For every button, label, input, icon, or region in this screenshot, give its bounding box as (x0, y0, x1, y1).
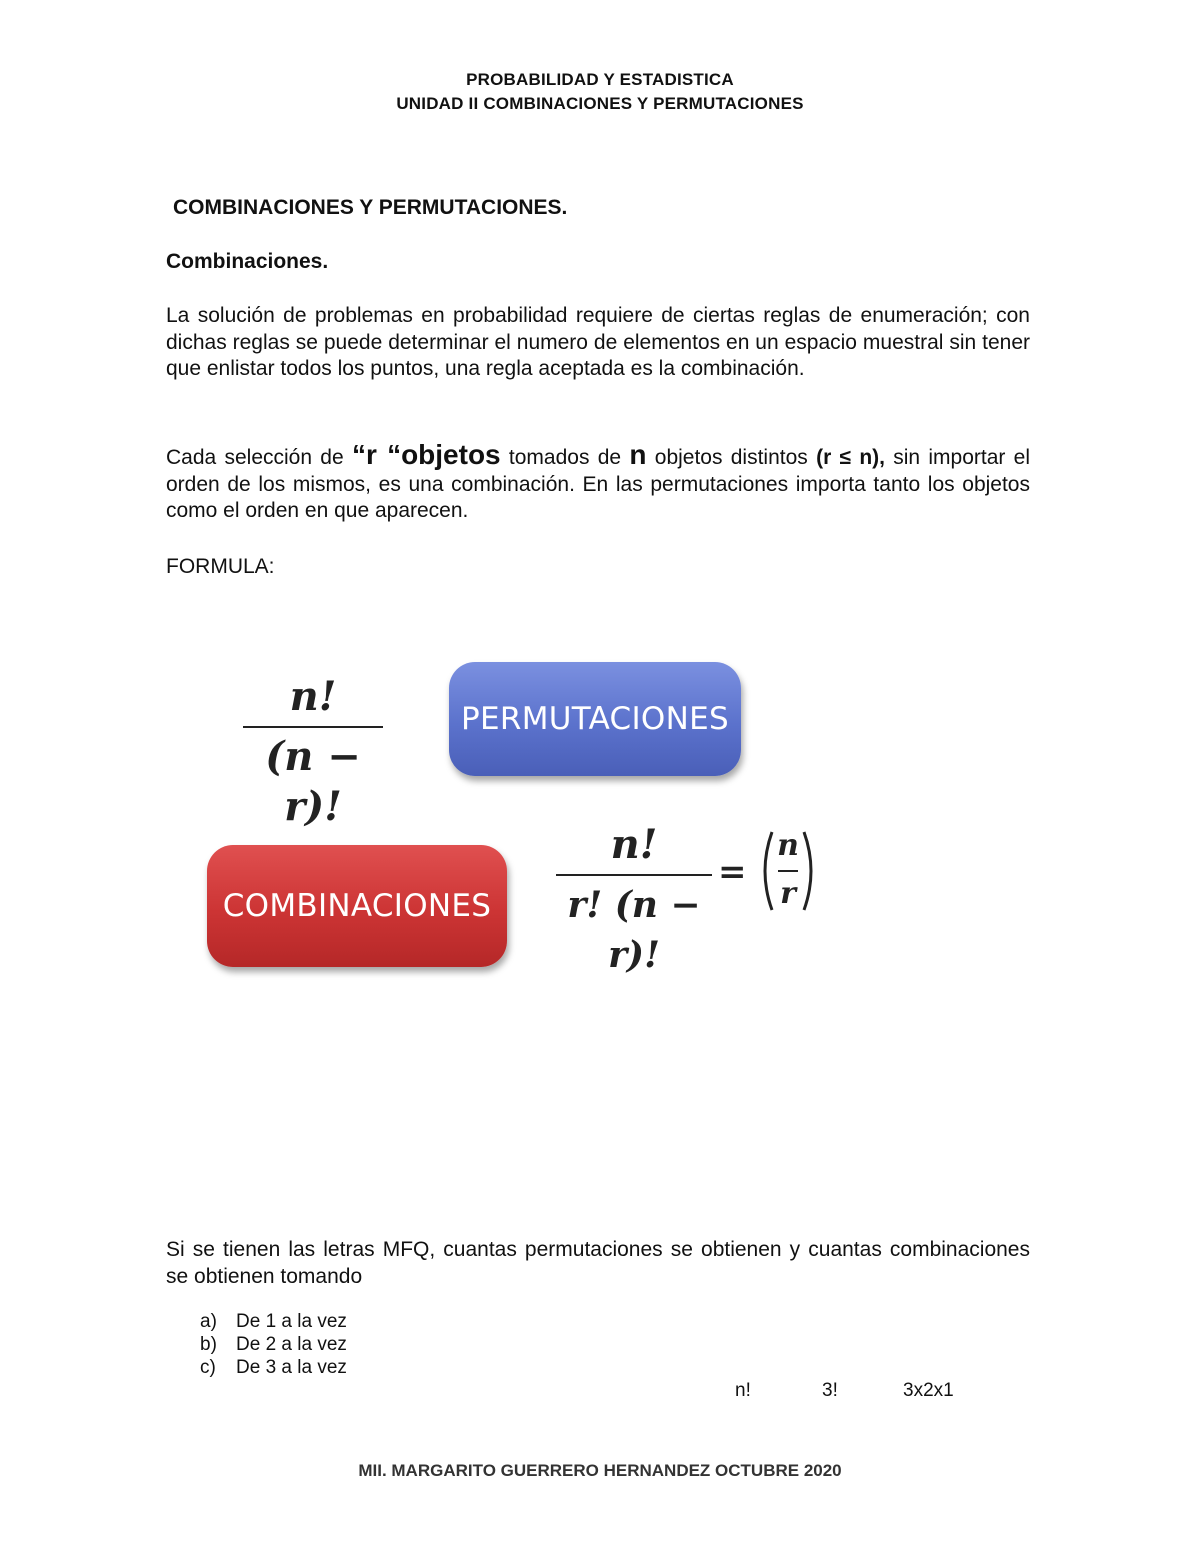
list-item (200, 1333, 347, 1356)
comb-fraction-bar (556, 874, 712, 876)
def-text-1: Cada selección de (166, 446, 352, 469)
perm-fraction-bar (243, 726, 383, 728)
paragraph-definition (166, 439, 1031, 525)
header-subtitle: UNIDAD II COMBINACIONES Y PERMUTACIONES (396, 94, 804, 113)
footer-author: MII. MARGARITO GUERRERO HERNANDEZ OCTUBRE 2020 (358, 1461, 842, 1480)
option-text: De 2 a la vez (236, 1334, 347, 1355)
perm-denominator: (n − r)! (265, 733, 361, 830)
formula-label: FORMULA: (166, 555, 275, 578)
comb-numerator: n! (610, 821, 658, 868)
calc-3-factorial: 3! (822, 1380, 838, 1401)
list-item (200, 1310, 347, 1333)
binom-top: n (777, 828, 799, 863)
question-text: Si se tienen las letras MFQ, cuantas permutaciones se obtienen y cuantas combinaciones se obtienen tomando (166, 1238, 1030, 1288)
list-item (200, 1356, 347, 1379)
paragraph-intro: La solución de problemas en probabilidad requiere de ciertas reglas de enumeración; con dichas reglas se puede determinar el numero de elementos en un espacio muestral sin tener que enlistar todos los puntos, una regla aceptada es la combinación. (166, 304, 1030, 380)
calc-expansion: 3x2x1 (903, 1380, 954, 1401)
option-label: b) (200, 1334, 217, 1355)
def-text-5: objetos distintos (646, 446, 817, 469)
combination-formula (556, 820, 712, 980)
option-label: c) (200, 1357, 216, 1378)
section-title: COMBINACIONES Y PERMUTACIONES. (173, 196, 568, 219)
option-text: De 3 a la vez (236, 1357, 347, 1378)
subheading: Combinaciones. (166, 250, 329, 273)
def-text-7: sin importar el orden de los mismos, es una combinación. En las permutaciones importa tanto los objetos como el orden en que aparecen. (166, 446, 1031, 522)
header-title: PROBABILIDAD Y ESTADISTICA (466, 70, 734, 89)
def-r-objetos: “r “objetos (351, 439, 501, 470)
option-text: De 1 a la vez (236, 1311, 347, 1332)
comb-denominator: r! (n − r)! (567, 884, 701, 976)
binom-bottom: r (780, 876, 796, 911)
calc-n-factorial: n! (735, 1380, 751, 1401)
equals-sign: = (718, 852, 747, 892)
def-n: n (629, 439, 647, 470)
binomial-coefficient (760, 828, 816, 914)
perm-numerator: n! (289, 673, 337, 720)
permutaciones-badge: PERMUTACIONES (449, 662, 741, 776)
options-list (200, 1310, 347, 1379)
option-label: a) (200, 1311, 217, 1332)
def-condition: (r ≤ n), (816, 446, 885, 469)
def-text-3: tomados de (500, 446, 630, 469)
permutation-formula (243, 672, 383, 832)
combinaciones-badge: COMBINACIONES (207, 845, 507, 967)
